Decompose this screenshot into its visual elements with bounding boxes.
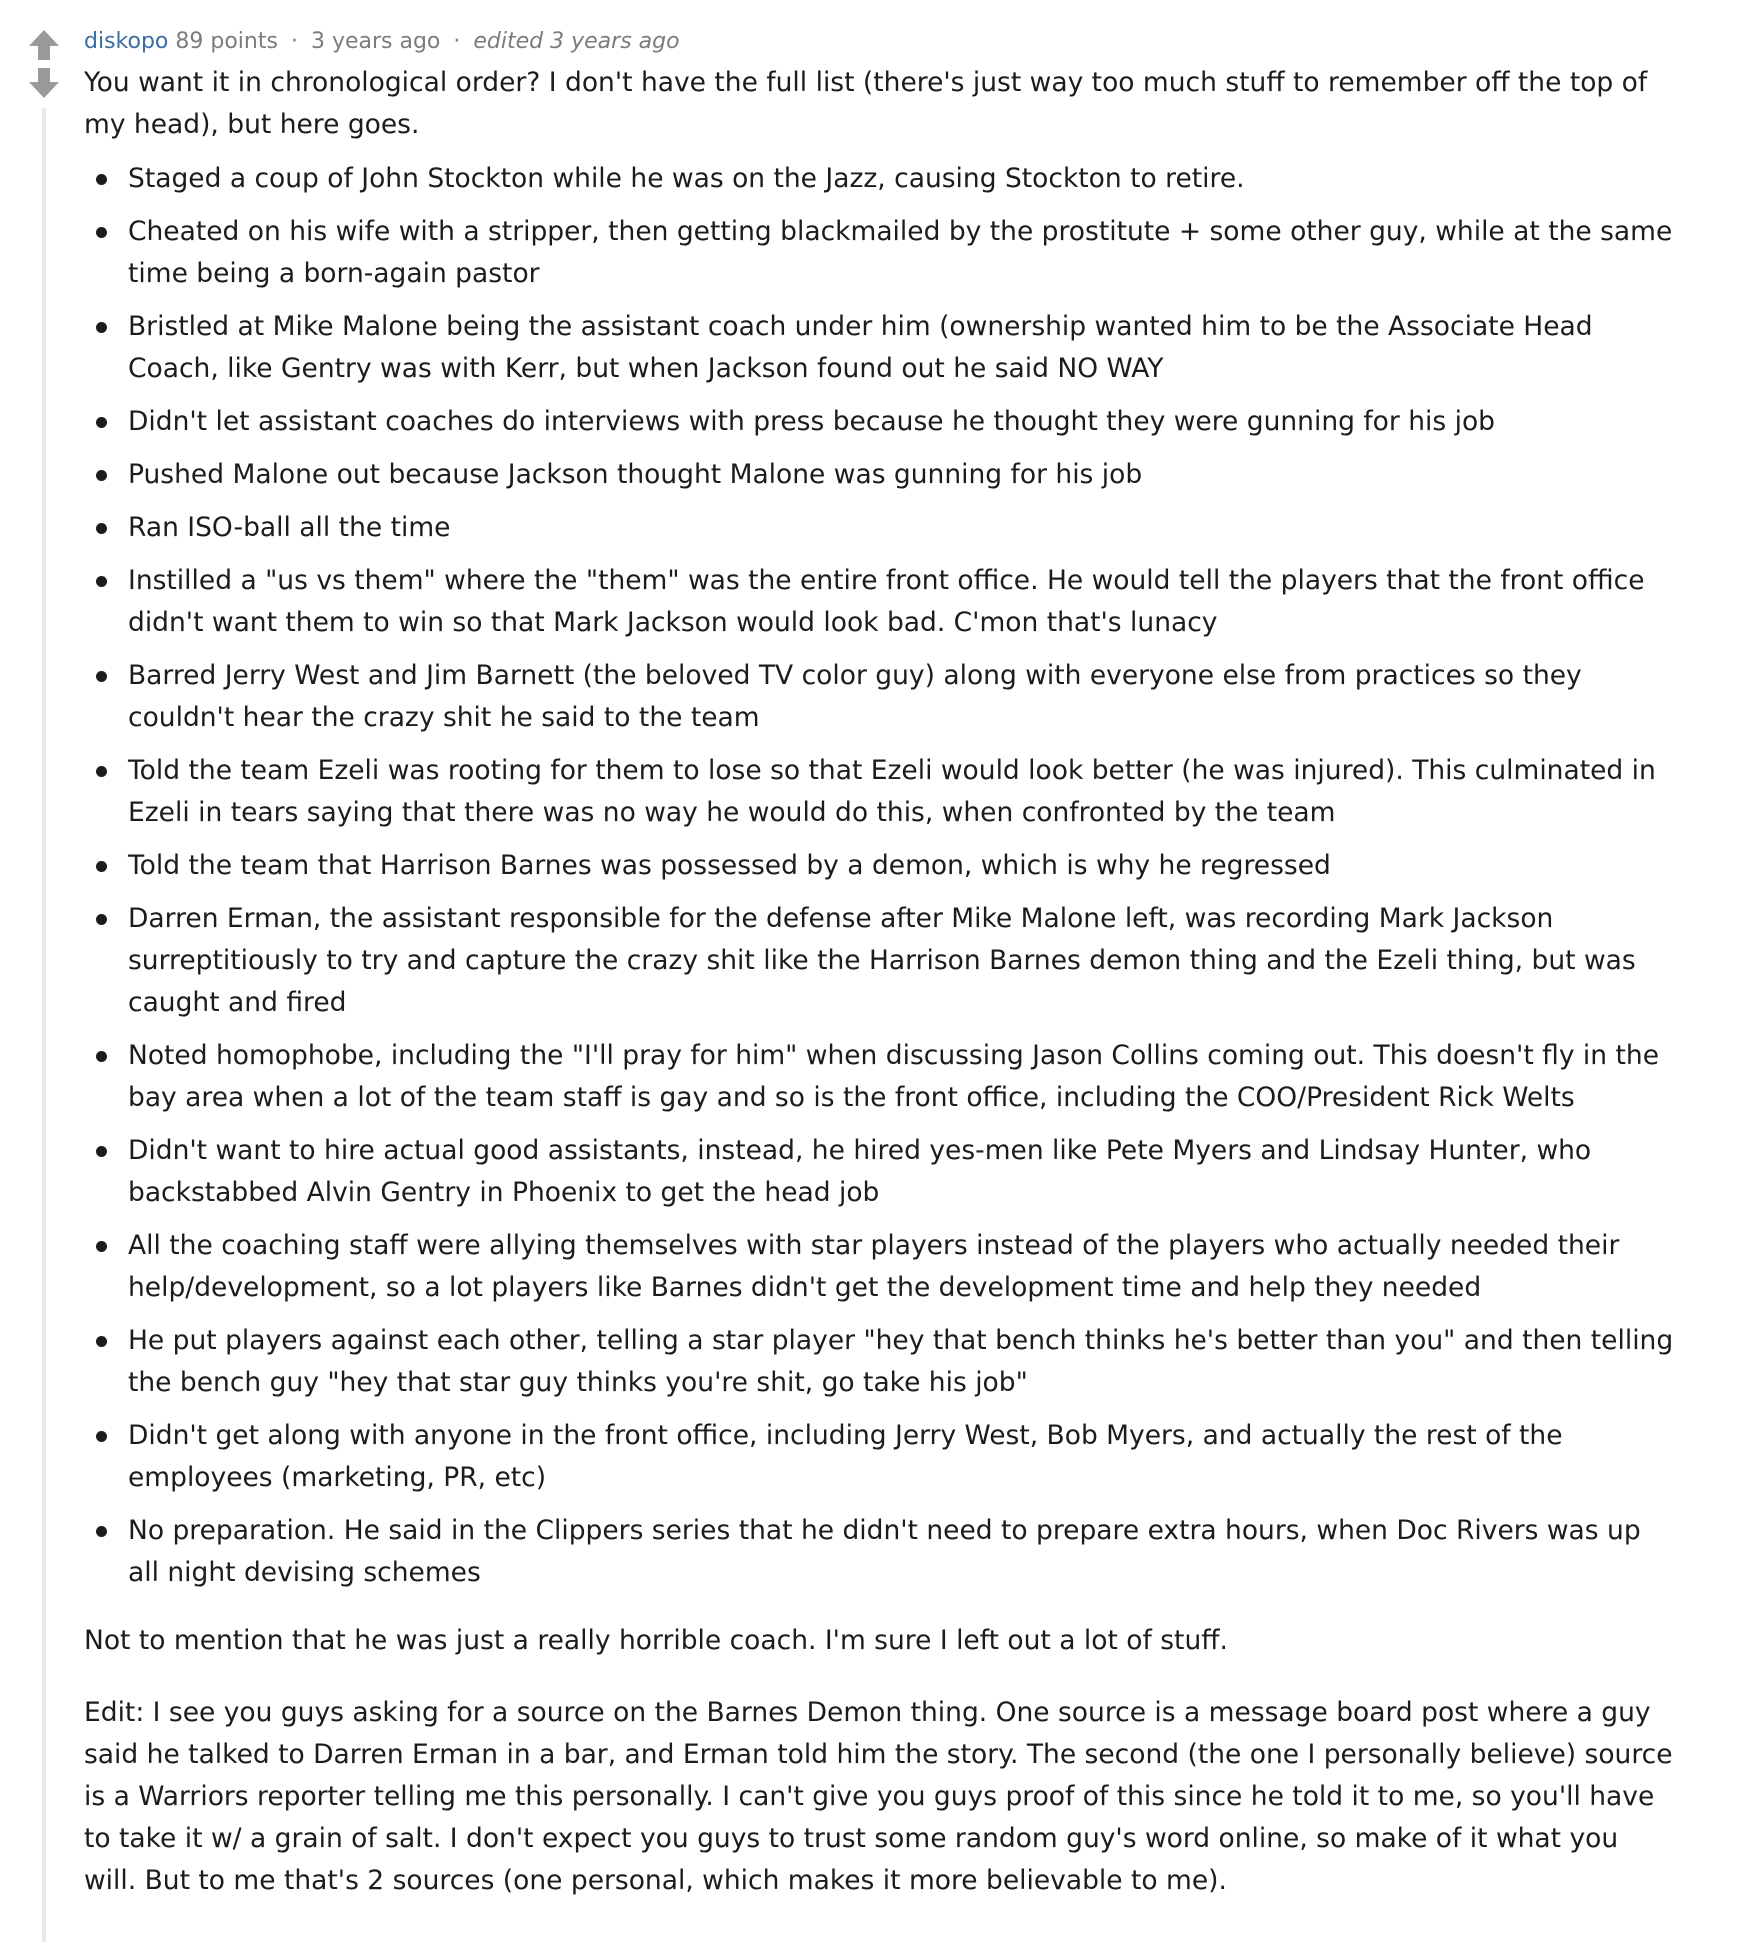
list-item	[84, 560, 1674, 644]
list-item-text: Ran ISO-ball all the time	[128, 512, 451, 543]
comment-body	[84, 62, 1674, 1902]
list-item	[84, 1415, 1674, 1499]
comment-edit-note: Edit: I see you guys asking for a source on the Barnes Demon thing. One source is a message board post where a guy said he talked to Darren Erman in a bar, and Erman told him the story. The second (the one I personally believe) source is a Warriors reporter telling me this personally. I can't give you guys proof of this since he told it to me, so you'll have to take it w/ a grain of salt. I don't expect you guys to trust some random guy's word online, so make of it what you will. But to me that's 2 sources (one personal, which makes it more believable to me).	[84, 1697, 1673, 1896]
bullet-dot	[96, 766, 107, 777]
bullet-dot	[96, 671, 107, 682]
downvote-arrow-icon[interactable]	[26, 64, 62, 100]
bullet-dot	[96, 1526, 107, 1537]
list-item-text: Staged a coup of John Stockton while he was on the Jazz, causing Stockton to retire.	[128, 163, 1245, 194]
comment-content	[84, 22, 1674, 1902]
comment-author-link[interactable]: diskopo	[84, 29, 169, 54]
bullet-dot	[96, 322, 107, 333]
list-item-text: No preparation. He said in the Clippers series that he didn't need to prepare extra hours, when Doc Rivers was up all night devising schemes	[128, 1515, 1641, 1588]
list-item	[84, 1225, 1674, 1309]
bullet-dot	[96, 523, 107, 534]
list-item-text: Told the team Ezeli was rooting for them to lose so that Ezeli would look better (he was injured). This culminated in Ezeli in tears saying that there was no way he would do this, when confronted by the team	[128, 755, 1656, 828]
list-item	[84, 507, 1674, 549]
vote-column	[26, 28, 62, 100]
bullet-dot	[96, 1051, 107, 1062]
upvote-arrow-icon[interactable]	[26, 28, 62, 64]
bullet-dot	[96, 174, 107, 185]
list-item-text: Pushed Malone out because Jackson thought Malone was gunning for his job	[128, 459, 1143, 490]
list-item-text: Instilled a "us vs them" where the "them" was the entire front office. He would tell the players that the front office didn't want them to win so that Mark Jackson would look bad. C'mon that's lunacy	[128, 565, 1645, 638]
bullet-dot	[96, 470, 107, 481]
list-item	[84, 158, 1674, 200]
list-item-text: Told the team that Harrison Barnes was possessed by a demon, which is why he regressed	[128, 850, 1331, 881]
list-item	[84, 1035, 1674, 1119]
comment-meta	[84, 22, 1674, 62]
bullet-dot	[96, 861, 107, 872]
list-item-text: All the coaching staff were allying themselves with star players instead of the players who actually needed their help/development, so a lot players like Barnes didn't get the development time and help they needed	[128, 1230, 1620, 1303]
bullet-dot	[96, 1431, 107, 1442]
comment-intro: You want it in chronological order? I don't have the full list (there's just way too much stuff to remember off the top of my head), but here goes.	[84, 67, 1648, 140]
thread-collapse-line[interactable]	[42, 108, 46, 1942]
list-item	[84, 454, 1674, 496]
meta-separator: ·	[453, 29, 461, 54]
list-item	[84, 655, 1674, 739]
list-item-text: Bristled at Mike Malone being the assistant coach under him (ownership wanted him to be the Associate Head Coach, like Gentry was with Kerr, but when Jackson found out he said NO WAY	[128, 311, 1593, 384]
list-item-text: Didn't get along with anyone in the front office, including Jerry West, Bob Myers, and actually the rest of the employees (marketing, PR, etc)	[128, 1420, 1563, 1493]
list-item-text: He put players against each other, telling a star player "hey that bench thinks he's better than you" and then telling the bench guy "hey that star guy thinks you're shit, go take his job"	[128, 1325, 1674, 1398]
bullet-dot	[96, 914, 107, 925]
list-item-text: Noted homophobe, including the "I'll pray for him" when discussing Jason Collins coming out. This doesn't fly in the bay area when a lot of the team staff is gay and so is the front office, including the COO/President Rick Welts	[128, 1040, 1659, 1113]
comment-edited: edited 3 years ago	[473, 29, 680, 54]
comment-age: 3 years ago	[310, 29, 441, 54]
bullet-dot	[96, 1146, 107, 1157]
list-item-text: Didn't let assistant coaches do interviews with press because he thought they were gunning for his job	[128, 406, 1496, 437]
list-item	[84, 845, 1674, 887]
list-item	[84, 898, 1674, 1024]
bullet-dot	[96, 1241, 107, 1252]
list-item	[84, 1320, 1674, 1404]
comment-points: 89 points	[175, 29, 278, 54]
meta-separator: ·	[290, 29, 298, 54]
list-item	[84, 1130, 1674, 1214]
list-item	[84, 1510, 1674, 1594]
list-item-text: Cheated on his wife with a stripper, then getting blackmailed by the prostitute + some other guy, while at the same time being a born-again pastor	[128, 216, 1673, 289]
list-item-text: Barred Jerry West and Jim Barnett (the beloved TV color guy) along with everyone else from practices so they couldn't hear the crazy shit he said to the team	[128, 660, 1582, 733]
list-item	[84, 306, 1674, 390]
bullet-dot	[96, 417, 107, 428]
list-item	[84, 401, 1674, 443]
bullet-dot	[96, 227, 107, 238]
bullet-list	[84, 158, 1674, 1594]
bullet-dot	[96, 576, 107, 587]
list-item	[84, 211, 1674, 295]
list-item-text: Darren Erman, the assistant responsible for the defense after Mike Malone left, was recording Mark Jackson surreptitiously to try and capture the crazy shit like the Harrison Barnes demon thing and the Ezeli thing, but was caught and fired	[128, 903, 1636, 1018]
list-item	[84, 750, 1674, 834]
comment-closing: Not to mention that he was just a really horrible coach. I'm sure I left out a lot of stuff.	[84, 1625, 1228, 1656]
list-item-text: Didn't want to hire actual good assistants, instead, he hired yes-men like Pete Myers and Lindsay Hunter, who backstabbed Alvin Gentry in Phoenix to get the head job	[128, 1135, 1592, 1208]
bullet-dot	[96, 1336, 107, 1347]
